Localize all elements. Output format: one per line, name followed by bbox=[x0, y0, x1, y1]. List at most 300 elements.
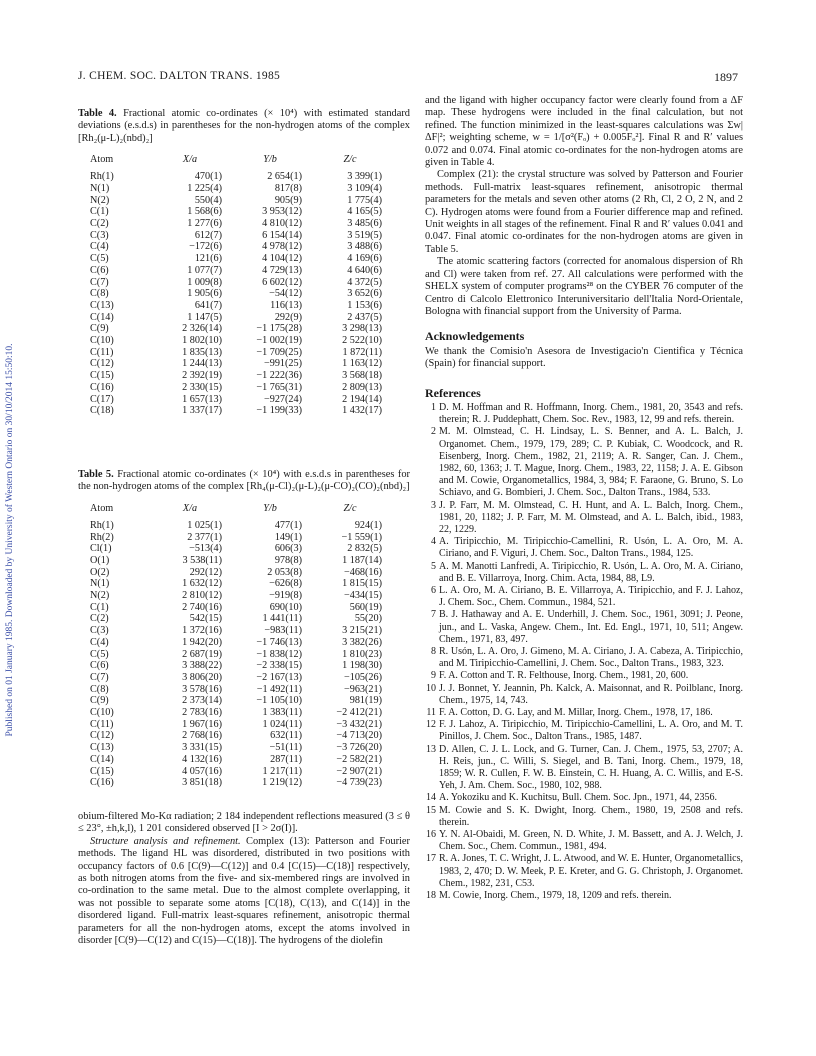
table-row bbox=[90, 206, 390, 218]
atom-cell: N(1) bbox=[90, 182, 110, 194]
z-coord-cell: 1 815(15) bbox=[342, 578, 382, 590]
reference-item bbox=[425, 744, 743, 793]
y-coord-cell: −1 175(28) bbox=[256, 323, 302, 335]
z-coord-cell: −4 713(20) bbox=[336, 730, 382, 742]
z-coord-cell: −3 726(20) bbox=[336, 742, 382, 754]
reference-text: Y. N. Al-Obaidi, M. Green, N. D. White, J. M. Bassett, and A. J. Welch, J. Chem. Soc., Chem. Commun., 1981, 494. bbox=[439, 829, 743, 853]
reference-item bbox=[425, 609, 743, 646]
z-coord-cell: 4 169(6) bbox=[347, 253, 382, 265]
y-coord-cell: −51(11) bbox=[269, 742, 302, 754]
y-coord-cell: 817(8) bbox=[274, 182, 302, 194]
reference-text: J. P. Farr, M. M. Olmstead, C. H. Hunt, and A. L. Balch, Inorg. Chem., 1981, 20, 1182; J. P. Farr, M. M. Olmstead, and A. L. Balch, ibid., 1983, 22, 1229. bbox=[439, 499, 743, 535]
y-coord-cell: 3 953(12) bbox=[262, 206, 302, 218]
atom-cell: C(2) bbox=[90, 218, 109, 230]
z-coord-cell: −105(26) bbox=[344, 671, 382, 683]
z-coord-cell: 3 652(6) bbox=[347, 288, 382, 300]
x-coord-cell: 1 632(12) bbox=[182, 578, 222, 590]
table-row bbox=[90, 335, 390, 347]
table-row bbox=[90, 253, 390, 265]
download-watermark bbox=[2, 180, 18, 900]
z-coord-cell: 1 187(14) bbox=[342, 554, 382, 566]
reference-number: 9 bbox=[431, 670, 436, 682]
table4-col-y: Y/b bbox=[263, 154, 277, 166]
y-coord-cell: −1 709(25) bbox=[256, 346, 302, 358]
reference-item bbox=[425, 426, 743, 499]
x-coord-cell: 2 687(19) bbox=[182, 648, 222, 660]
y-coord-cell: −1 002(19) bbox=[256, 335, 302, 347]
x-coord-cell: 3 851(18) bbox=[182, 777, 222, 789]
table-row bbox=[90, 171, 390, 183]
reference-number: 16 bbox=[426, 829, 436, 841]
table-row bbox=[90, 405, 390, 417]
reference-item bbox=[425, 670, 743, 682]
reference-text: A. Tiripicchio, M. Tiripicchio-Camellini, R. Usón, L. A. Oro, M. A. Ciriano, and F. Viguri, J. Chem. Soc., Dalton Trans., 1984, 125. bbox=[439, 536, 743, 560]
atom-cell: C(6) bbox=[90, 264, 109, 276]
reference-number: 15 bbox=[426, 804, 436, 816]
complex21-paragraph: Complex (21): the crystal structure was solved by Patterson and Fourier methods. Full-matrix least-squares refinement, anisotropic thermal parameters for the metals and seven other atoms (2 Rh, Cl, 2 O, 2 N, and 2 C). Hydrogen atoms were found from a Fourier difference map and refined. Unit weights in all stages of the refinement. Final R and R′ values 0.041 and 0.047. Final atomic co-ordinates for the non-hydrogen atoms are given in Table 5. bbox=[425, 169, 743, 255]
table5-caption-text: Fractional atomic co-ordinates (× 10⁴) with e.s.d.s in parentheses for the non-hydrogen atoms of the complex [Rh₄(μ-Cl)₂(μ-L)₂(μ-CO)₂(CO)₂(nbd)₂] bbox=[78, 468, 410, 493]
table4-label: Table 4. bbox=[78, 108, 117, 119]
y-coord-cell: 116(13) bbox=[270, 299, 302, 311]
structure-analysis-paragraph bbox=[78, 836, 410, 948]
table-row bbox=[90, 602, 390, 614]
reference-number: 17 bbox=[426, 853, 436, 865]
y-coord-cell: 6 154(14) bbox=[262, 229, 302, 241]
z-coord-cell: 2 809(13) bbox=[342, 381, 382, 393]
y-coord-cell: 2 053(8) bbox=[267, 566, 302, 578]
structure-analysis-lead: Structure analysis and refinement. bbox=[90, 835, 241, 847]
z-coord-cell: −4 739(23) bbox=[336, 777, 382, 789]
table5 bbox=[90, 502, 390, 789]
x-coord-cell: 2 810(12) bbox=[182, 590, 222, 602]
reference-item bbox=[425, 683, 743, 707]
x-coord-cell: 1 905(6) bbox=[187, 288, 222, 300]
table4-col-atom: Atom bbox=[90, 154, 114, 166]
atom-cell: C(4) bbox=[90, 636, 109, 648]
table5-col-x: X/a bbox=[182, 502, 198, 514]
reference-number: 1 bbox=[431, 401, 436, 413]
reference-item bbox=[425, 402, 743, 426]
z-coord-cell: 3 382(26) bbox=[342, 636, 382, 648]
table4-body bbox=[90, 171, 390, 417]
atom-cell: C(1) bbox=[90, 206, 109, 218]
y-coord-cell: 4 978(12) bbox=[262, 241, 302, 253]
z-coord-cell: −2 907(21) bbox=[336, 765, 382, 777]
acknowledgements-text: We thank the Comisio'n Asesora de Investigacio'n Cientifica y Técnica (Spain) for financial support. bbox=[425, 345, 743, 370]
z-coord-cell: −434(15) bbox=[344, 590, 382, 602]
atom-cell: C(11) bbox=[90, 346, 114, 358]
table-row bbox=[90, 218, 390, 230]
x-coord-cell: 3 806(20) bbox=[182, 671, 222, 683]
reference-text: M. Cowie and S. K. Dwight, Inorg. Chem., 1980, 19, 2508 and refs. therein. bbox=[439, 804, 743, 828]
z-coord-cell: 2 832(5) bbox=[347, 543, 382, 555]
x-coord-cell: 612(7) bbox=[194, 229, 222, 241]
atom-cell: C(3) bbox=[90, 625, 109, 637]
atom-cell: C(13) bbox=[90, 299, 114, 311]
reference-number: 5 bbox=[431, 560, 436, 572]
y-coord-cell: 4 104(12) bbox=[262, 253, 302, 265]
reference-number: 14 bbox=[426, 792, 436, 804]
atom-cell: C(12) bbox=[90, 358, 114, 370]
atom-cell: C(10) bbox=[90, 707, 114, 719]
table-row bbox=[90, 241, 390, 253]
table4-caption-text: Fractional atomic co-ordinates (× 10⁴) with estimated standard deviations (e.s.d.s) in parentheses for the non-hydrogen atoms of the complex [Rh₂(μ-L)₂(nbd)₂] bbox=[78, 108, 410, 144]
z-coord-cell: 4 165(5) bbox=[347, 206, 382, 218]
x-coord-cell: 2 783(16) bbox=[182, 707, 222, 719]
reference-text: A. Yokoziku and K. Kuchitsu, Bull. Chem. Soc. Jpn., 1971, 44, 2356. bbox=[439, 792, 718, 804]
z-coord-cell: −2 412(21) bbox=[336, 707, 382, 719]
experimental-paragraph: obium-filtered Mo-Kα radiation; 2 184 independent reflections measured (3 ≤ θ ≤ 23°, ±h,k,l), 1 201 considered observed [I > 2σ(I)]. bbox=[78, 810, 410, 835]
table-row bbox=[90, 358, 390, 370]
atom-cell: C(14) bbox=[90, 753, 114, 765]
z-coord-cell: 4 372(5) bbox=[347, 276, 382, 288]
table-row bbox=[90, 754, 390, 766]
reference-number: 18 bbox=[426, 890, 436, 902]
atom-cell: C(9) bbox=[90, 323, 109, 335]
x-coord-cell: 292(12) bbox=[189, 566, 222, 578]
reference-number: 12 bbox=[426, 719, 436, 731]
z-coord-cell: 3 298(13) bbox=[342, 323, 382, 335]
y-coord-cell: 1 024(11) bbox=[262, 718, 302, 730]
x-coord-cell: 3 388(22) bbox=[182, 660, 222, 672]
x-coord-cell: 121(6) bbox=[194, 253, 222, 265]
table-row bbox=[90, 312, 390, 324]
refinement-paragraph: and the ligand with higher occupancy factor were clearly found from a ΔF map. These hydrogens were included in the final calculation, but not refined. The function minimized in the least-squares calculations was Σw|ΔF|²; weighting scheme, w = 1/[σ²(Fₒ) + 0.005Fₒ²]. Final R and R′ values 0.072 and 0.074. Final atomic co-ordinates for the non-hydrogen atoms are given in Table 4. bbox=[425, 95, 743, 169]
reference-text: A. M. Manotti Lanfredi, A. Tiripicchio, R. Usón, L. A. Oro, M. A. Ciriano, and B. E. Villarroya, Inorg. Chim. Acta, 1984, 88, L9. bbox=[439, 560, 743, 584]
right-column bbox=[425, 95, 743, 902]
y-coord-cell: −983(11) bbox=[264, 625, 302, 637]
reference-item bbox=[425, 805, 743, 829]
reference-text: F. J. Lahoz, A. Tiripicchio, M. Tiripicchio-Camellini, L. A. Oro, and M. T. Pinillos, J. Chem. Soc., Dalton Trans., 1985, 1487. bbox=[439, 719, 743, 743]
table4-caption bbox=[78, 108, 410, 145]
reference-item bbox=[425, 707, 743, 719]
table-row bbox=[90, 288, 390, 300]
y-coord-cell: −1 199(33) bbox=[256, 405, 302, 417]
y-coord-cell: 477(1) bbox=[274, 519, 302, 531]
reference-item bbox=[425, 890, 743, 902]
reference-item bbox=[425, 500, 743, 537]
x-coord-cell: −513(4) bbox=[189, 543, 222, 555]
table-row bbox=[90, 382, 390, 394]
z-coord-cell: 3 488(6) bbox=[347, 241, 382, 253]
x-coord-cell: 1 802(10) bbox=[182, 335, 222, 347]
z-coord-cell: 1 872(11) bbox=[342, 346, 382, 358]
scattering-factors-paragraph: The atomic scattering factors (corrected for anomalous dispersion of Rh and Cl) were taken from ref. 27. All calculations were performed with the SHELX system of computer programs²⁸ on the CYBER 76 computer of the Centro di Calcolo Elettronico Interuniversitario dell'Italia Nord-Orientale, Bologna with financial support from the University of Parma. bbox=[425, 256, 743, 317]
acknowledgements-heading: Acknowledgements bbox=[425, 329, 525, 344]
table4-header-row bbox=[90, 153, 390, 171]
y-coord-cell: −1 838(12) bbox=[256, 648, 302, 660]
reference-text: J. J. Bonnet, Y. Jeannin, Ph. Kalck, A. Maisonnat, and R. Poilblanc, Inorg. Chem., 1975, 14, 743. bbox=[439, 682, 743, 706]
atom-cell: C(10) bbox=[90, 335, 114, 347]
table-row bbox=[90, 277, 390, 289]
table-row bbox=[90, 684, 390, 696]
y-coord-cell: 1 217(11) bbox=[262, 765, 302, 777]
atom-cell: C(9) bbox=[90, 695, 109, 707]
z-coord-cell: 2 522(10) bbox=[342, 335, 382, 347]
table-row bbox=[90, 613, 390, 625]
atom-cell: C(1) bbox=[90, 601, 109, 613]
x-coord-cell: 2 373(14) bbox=[182, 695, 222, 707]
y-coord-cell: 149(1) bbox=[274, 531, 302, 543]
page-header bbox=[78, 70, 738, 86]
y-coord-cell: 1 219(12) bbox=[262, 777, 302, 789]
atom-cell: C(16) bbox=[90, 381, 114, 393]
x-coord-cell: 1 372(16) bbox=[182, 625, 222, 637]
table5-col-atom: Atom bbox=[90, 502, 114, 514]
z-coord-cell: 3 519(5) bbox=[347, 229, 382, 241]
y-coord-cell: 905(9) bbox=[274, 194, 302, 206]
x-coord-cell: 2 740(16) bbox=[182, 601, 222, 613]
z-coord-cell: 4 640(6) bbox=[347, 264, 382, 276]
atom-cell: C(17) bbox=[90, 393, 114, 405]
table-row bbox=[90, 590, 390, 602]
y-coord-cell: −919(8) bbox=[269, 590, 302, 602]
table-row bbox=[90, 323, 390, 335]
table-row bbox=[90, 230, 390, 242]
x-coord-cell: 1 277(6) bbox=[187, 218, 222, 230]
reference-number: 13 bbox=[426, 743, 436, 755]
table-row bbox=[90, 637, 390, 649]
atom-cell: C(2) bbox=[90, 613, 109, 625]
atom-cell: C(13) bbox=[90, 742, 114, 754]
z-coord-cell: −2 582(21) bbox=[336, 753, 382, 765]
x-coord-cell: 1 337(17) bbox=[182, 405, 222, 417]
z-coord-cell: 1 163(12) bbox=[342, 358, 382, 370]
atom-cell: Rh(2) bbox=[90, 531, 114, 543]
table-row bbox=[90, 625, 390, 637]
x-coord-cell: 2 326(14) bbox=[182, 323, 222, 335]
table-row bbox=[90, 183, 390, 195]
x-coord-cell: 3 538(11) bbox=[182, 554, 222, 566]
z-coord-cell: 3 568(18) bbox=[342, 370, 382, 382]
x-coord-cell: 1 942(20) bbox=[182, 636, 222, 648]
atom-cell: C(5) bbox=[90, 253, 109, 265]
x-coord-cell: 641(7) bbox=[194, 299, 222, 311]
x-coord-cell: 1 009(8) bbox=[187, 276, 222, 288]
x-coord-cell: 470(1) bbox=[194, 171, 222, 183]
atom-cell: C(15) bbox=[90, 370, 114, 382]
z-coord-cell: 2 437(5) bbox=[347, 311, 382, 323]
reference-item bbox=[425, 585, 743, 609]
x-coord-cell: −172(6) bbox=[189, 241, 222, 253]
y-coord-cell: −2 167(13) bbox=[256, 671, 302, 683]
atom-cell: C(3) bbox=[90, 229, 109, 241]
reference-number: 8 bbox=[431, 646, 436, 657]
atom-cell: C(15) bbox=[90, 765, 114, 777]
z-coord-cell: 1 432(17) bbox=[342, 405, 382, 417]
reference-item bbox=[425, 719, 743, 743]
y-coord-cell: −54(12) bbox=[269, 288, 302, 300]
atom-cell: N(1) bbox=[90, 578, 110, 590]
y-coord-cell: −927(24) bbox=[264, 393, 302, 405]
table5-header-row bbox=[90, 502, 390, 520]
atom-cell: C(7) bbox=[90, 276, 109, 288]
table-row bbox=[90, 672, 390, 684]
atom-cell: C(6) bbox=[90, 660, 109, 672]
page-number: 1897 bbox=[714, 70, 738, 84]
atom-cell: C(14) bbox=[90, 311, 114, 323]
reference-item bbox=[425, 792, 743, 804]
table4-col-z: Z/c bbox=[343, 154, 357, 166]
reference-item bbox=[425, 646, 743, 670]
x-coord-cell: 2 392(19) bbox=[182, 370, 222, 382]
x-coord-cell: 1 244(13) bbox=[182, 358, 222, 370]
y-coord-cell: 606(3) bbox=[274, 543, 302, 555]
reference-text: F. A. Cotton, D. G. Lay, and M. Millar, Inorg. Chem., 1978, 17, 186. bbox=[439, 707, 713, 719]
x-coord-cell: 2 330(15) bbox=[182, 381, 222, 393]
x-coord-cell: 2 377(1) bbox=[187, 531, 222, 543]
z-coord-cell: 3 109(4) bbox=[347, 182, 382, 194]
x-coord-cell: 1 077(7) bbox=[187, 264, 222, 276]
x-coord-cell: 2 768(16) bbox=[182, 730, 222, 742]
reference-text: D. M. Hoffman and R. Hoffmann, Inorg. Chem., 1981, 20, 3543 and refs. therein; R. J. Puddephatt, Chem. Soc. Rev., 1983, 12, 99 and refs. therein. bbox=[439, 401, 743, 426]
atom-cell: C(8) bbox=[90, 288, 109, 300]
table5-col-y: Y/b bbox=[263, 502, 277, 514]
table-row bbox=[90, 719, 390, 731]
table-row bbox=[90, 300, 390, 312]
atom-cell: Rh(1) bbox=[90, 519, 114, 531]
atom-cell: Rh(1) bbox=[90, 171, 114, 183]
y-coord-cell: 6 602(12) bbox=[262, 276, 302, 288]
atom-cell: Cl(1) bbox=[90, 543, 112, 555]
x-coord-cell: 550(4) bbox=[194, 194, 222, 206]
reference-text: F. A. Cotton and T. R. Felthouse, Inorg. Chem., 1981, 20, 600. bbox=[439, 670, 689, 682]
z-coord-cell: 924(1) bbox=[354, 519, 382, 531]
table-row bbox=[90, 265, 390, 277]
references-list bbox=[425, 402, 743, 902]
table-row bbox=[90, 578, 390, 590]
z-coord-cell: 2 194(14) bbox=[342, 393, 382, 405]
y-coord-cell: 1 383(11) bbox=[262, 707, 302, 719]
z-coord-cell: −963(21) bbox=[344, 683, 382, 695]
table5-caption bbox=[78, 469, 410, 494]
y-coord-cell: −1 765(31) bbox=[256, 381, 302, 393]
y-coord-cell: 690(10) bbox=[269, 601, 302, 613]
download-watermark-text: Published on 01 January 1985. Downloaded by University of Western Ontario on 30/10/2014 15:50:10. bbox=[5, 343, 15, 737]
table-row bbox=[90, 766, 390, 778]
y-coord-cell: −1 222(36) bbox=[256, 370, 302, 382]
y-coord-cell: −991(25) bbox=[264, 358, 302, 370]
atom-cell: O(2) bbox=[90, 566, 110, 578]
z-coord-cell: 3 399(1) bbox=[347, 171, 382, 183]
table4 bbox=[90, 153, 390, 417]
table-row bbox=[90, 370, 390, 382]
y-coord-cell: 632(11) bbox=[270, 730, 302, 742]
reference-text: M. Cowie, Inorg. Chem., 1979, 18, 1209 and refs. therein. bbox=[439, 890, 672, 902]
x-coord-cell: 1 568(6) bbox=[187, 206, 222, 218]
x-coord-cell: 3 331(15) bbox=[182, 742, 222, 754]
atom-cell: C(8) bbox=[90, 683, 109, 695]
z-coord-cell: 1 810(23) bbox=[342, 648, 382, 660]
table-row bbox=[90, 555, 390, 567]
reference-number: 10 bbox=[426, 682, 436, 694]
atom-cell: N(2) bbox=[90, 590, 110, 602]
y-coord-cell: −1 492(11) bbox=[256, 683, 302, 695]
x-coord-cell: 1 147(5) bbox=[187, 311, 222, 323]
y-coord-cell: 292(9) bbox=[274, 311, 302, 323]
table-row bbox=[90, 695, 390, 707]
z-coord-cell: −1 559(1) bbox=[341, 531, 382, 543]
table-row bbox=[90, 777, 390, 789]
table-row bbox=[90, 730, 390, 742]
table-row bbox=[90, 520, 390, 532]
z-coord-cell: −468(16) bbox=[344, 566, 382, 578]
y-coord-cell: −1 105(10) bbox=[256, 695, 302, 707]
y-coord-cell: 978(8) bbox=[274, 554, 302, 566]
y-coord-cell: 287(11) bbox=[270, 753, 302, 765]
z-coord-cell: 1 153(6) bbox=[347, 299, 382, 311]
structure-analysis-text: Complex (13): Patterson and Fourier methods. The ligand HL was disordered, distributed in two positions with occupancy factors of 0.6 [C(9)—C(12)] and 0.4 [C(15)—C(18)] respectively, as both nitrogen atoms from the five- and six-membered rings are involved in co-ordination to the same metal. Due to the almost complete overlapping, it was not possible to separate some atoms [C(18), C(13), and C(14)] in the disordered ligand. Full-matrix least-squares refinement, anisotropic thermal parameters for all the non-hydrogen atoms, except the atoms involved in disorder [C(9)—C(12) and C(15)—C(18)]. The hydrogens of the diolefin bbox=[78, 835, 410, 947]
table-row bbox=[90, 532, 390, 544]
atom-cell: C(11) bbox=[90, 718, 114, 730]
atom-cell: C(5) bbox=[90, 648, 109, 660]
x-coord-cell: 1 967(16) bbox=[182, 718, 222, 730]
table5-body bbox=[90, 520, 390, 789]
y-coord-cell: 1 441(11) bbox=[262, 613, 302, 625]
z-coord-cell: 560(19) bbox=[349, 601, 382, 613]
x-coord-cell: 4 057(16) bbox=[182, 765, 222, 777]
table-row bbox=[90, 742, 390, 754]
reference-text: B. J. Hathaway and A. E. Underhill, J. Chem. Soc., 1961, 3091; J. Peone, jun., and L. Vaska, Angew. Chem., Int. Ed. Engl., 1971, 10, 511; Angew. Chem., 1971, 83, 497. bbox=[439, 609, 743, 645]
atom-cell: O(1) bbox=[90, 554, 110, 566]
atom-cell: C(18) bbox=[90, 405, 114, 417]
reference-text: R. A. Jones, T. C. Wright, J. L. Atwood, and W. E. Hunter, Organometallics, 1983, 2, 470; D. W. Meek, P. E. Kreter, and G. G. Christoph, J. Organomet. Chem., 1982, 231, C53. bbox=[439, 853, 743, 889]
atom-cell: C(12) bbox=[90, 730, 114, 742]
table5-col-z: Z/c bbox=[343, 502, 357, 514]
reference-text: R. Usón, L. A. Oro, J. Gimeno, M. A. Ciriano, J. A. Cabeza, A. Tiripicchio, and M. Tiripicchio-Camellini, J. Chem. Soc., Dalton Trans., 1983, 323. bbox=[439, 646, 743, 670]
z-coord-cell: 1 775(4) bbox=[347, 194, 382, 206]
table-row bbox=[90, 347, 390, 359]
x-coord-cell: 542(15) bbox=[189, 613, 222, 625]
table-row bbox=[90, 649, 390, 661]
reference-text: L. A. Oro, M. A. Ciriano, B. E. Villarroya, A. Tiripicchio, and F. J. Lahoz, J. Chem. Soc., Chem. Commun., 1984, 521. bbox=[439, 584, 743, 609]
reference-number: 4 bbox=[431, 536, 436, 548]
atom-cell: C(16) bbox=[90, 777, 114, 789]
reference-text: D. Allen, C. J. L. Lock, and G. Turner, Can. J. Chem., 1975, 53, 2707; A. H. Reis, jun., C. Willi, S. Siegel, and B. Tani, Inorg. Chem., 1979, 18, 1859; W. R. Cullen, F. W. B. Einstein, C. H. Huang, A. C. Willis, and E-S. Yeh, J. Am. Chem. Soc., 1980, 102, 988. bbox=[439, 743, 743, 792]
atom-cell: C(7) bbox=[90, 671, 109, 683]
table-row bbox=[90, 195, 390, 207]
table-row bbox=[90, 394, 390, 406]
x-coord-cell: 1 835(13) bbox=[182, 346, 222, 358]
y-coord-cell: −626(8) bbox=[269, 578, 302, 590]
z-coord-cell: 3 215(21) bbox=[342, 625, 382, 637]
reference-number: 2 bbox=[431, 426, 436, 438]
x-coord-cell: 1 657(13) bbox=[182, 393, 222, 405]
x-coord-cell: 3 578(16) bbox=[182, 683, 222, 695]
left-column bbox=[78, 108, 410, 947]
x-coord-cell: 4 132(16) bbox=[182, 753, 222, 765]
table-row bbox=[90, 660, 390, 672]
y-coord-cell: −2 338(15) bbox=[256, 660, 302, 672]
z-coord-cell: 981(19) bbox=[349, 695, 382, 707]
reference-number: 6 bbox=[431, 584, 436, 596]
table5-label: Table 5. bbox=[78, 468, 114, 480]
z-coord-cell: 55(20) bbox=[354, 613, 382, 625]
atom-cell: C(4) bbox=[90, 241, 109, 253]
z-coord-cell: 3 485(6) bbox=[347, 218, 382, 230]
y-coord-cell: −1 746(13) bbox=[256, 636, 302, 648]
table-row bbox=[90, 543, 390, 555]
reference-number: 3 bbox=[431, 499, 436, 511]
x-coord-cell: 1 025(1) bbox=[187, 519, 222, 531]
reference-item bbox=[425, 853, 743, 890]
table-row bbox=[90, 567, 390, 579]
y-coord-cell: 4 729(13) bbox=[262, 264, 302, 276]
reference-text: M. M. Olmstead, C. H. Lindsay, L. S. Benner, and A. L. Balch, J. Organomet. Chem., 1979, 179, 289; C. P. Kubiak, C. Woodcock, and R. Eisenberg, Inorg. Chem., 1982, 21, 2119; A. R. Sanger, Can. J. Chem., 1982, 60, 1363; J. T. Mague, Inorg. Chem., 1983, 22, 1158; J. A. E. Gibson and M. Cowie, Organometallics, 1984, 3, 984; F. Faraone, G. Bruno, S. Lo Schiavo, and G. Bombieri, J. Chem. Soc., Dalton Trans., 1984, 533. bbox=[439, 426, 743, 499]
reference-item bbox=[425, 536, 743, 560]
references-heading: References bbox=[425, 385, 481, 400]
journal-running-head: J. CHEM. SOC. DALTON TRANS. 1985 bbox=[78, 70, 281, 82]
